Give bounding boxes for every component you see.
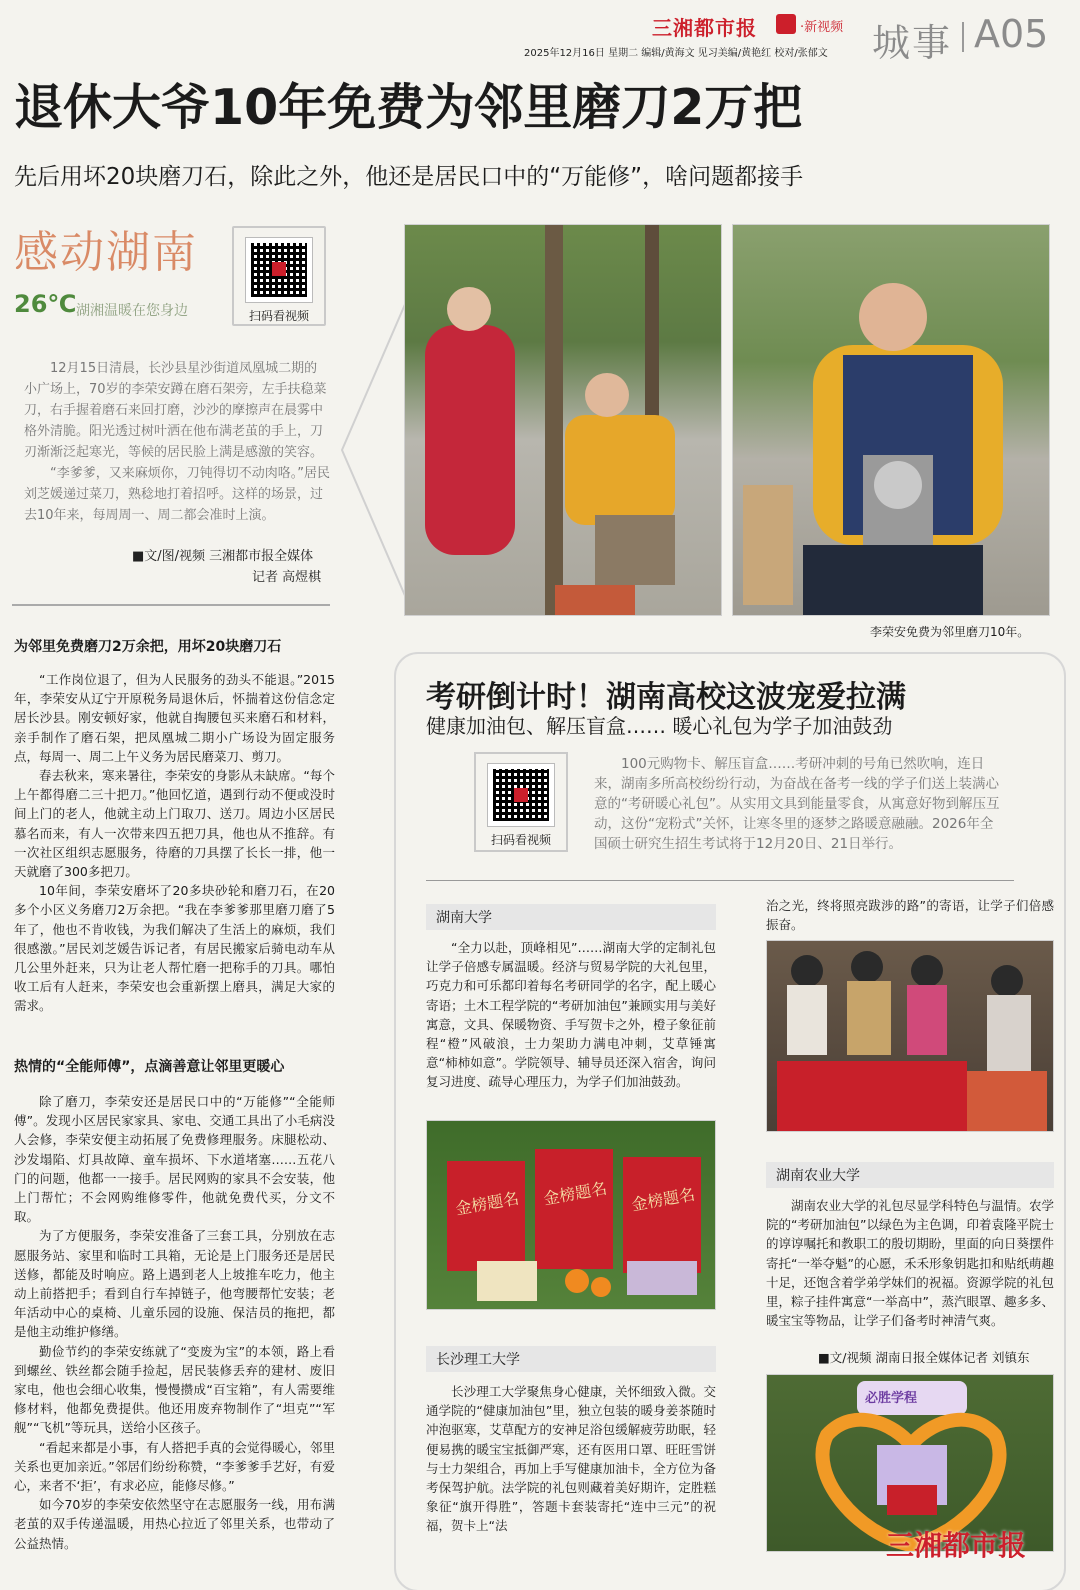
column-tagline: 湖湘温暖在您身边 [76, 303, 188, 319]
story2-rule [426, 880, 1014, 881]
column-logo: 感动湖南 [14, 227, 198, 278]
story2-headline: 考研倒计时！湖南高校这波宠爱拉满 [426, 680, 906, 715]
lead-rule [12, 604, 330, 606]
label-hunan-agricultural: 湖南农业大学 [766, 1162, 1054, 1188]
bag-text: 金榜题名 [454, 1188, 521, 1219]
article-body-1 [14, 670, 335, 1016]
body-paragraph: 为了方便服务，李荣安准备了三套工具，分别放在志愿服务站、家里和临时工具箱，无论是上门服务还是居民送修，都能及时响应。路上遇到老人上坡推车吃力，他主动上前搭把手；看到自行车掉链子，他弯腰帮忙安装；老年活动中心的桌椅、儿童乐园的设施、保洁员的拖把，都是他主动维护修缮。 [14, 1228, 335, 1340]
article-byline-reporter: 记者 高煜棋 [252, 570, 322, 585]
body-paragraph: 春去秋来，寒来暑往，李荣安的身影从未缺席。“每个上午都得磨二三十把刀。”他回忆道，遇到行动不便或没时间上门的老人，他就主动上门取刀、送刀。周边小区居民慕名而来，有人一次带来四五把刀具，他也从不推辞。有一次社区组织志愿服务，待磨的刀具摆了长长一排，他一天就磨了300多把刀。 [14, 768, 335, 880]
display-board-text: 必胜学程 [865, 1391, 918, 1406]
text-changsha-ust: 长沙理工大学聚焦身心健康，关怀细致入微。交通学院的“健康加油包”里，独立包装的暖身姜茶随时冲泡驱寒，艾草配方的安神足浴包缓解疲劳助眠，轻便易携的暖宝宝抵御严寒，还有医用口罩、旺旺雪饼与士力架组合，再加上手写健康加油卡，全方位为备考保驾护航。法学院的礼包则藏着美好期许，定胜糕象征“旗开得胜”，答题卡套装寄托“连中三元”的祝福，贺卡上“法 [426, 1384, 716, 1534]
qr-label: 扫码看视频 [248, 309, 309, 323]
lead-paragraph: “李爹爹，又来麻烦你，刀钝得切不动肉咯。”居民刘芝媛递过菜刀，熟稔地打着招呼。这样的场景，过去10年来，每周周一、周二都会准时上演。 [24, 466, 330, 523]
body-paragraph: “看起来都是小事，有人搭把手真的会觉得暖心，邻里关系也更加亲近。”邻居们纷纷称赞，“李爹爹手艺好，有爱心，来者不‘拒’，有求必应，能修尽修。” [14, 1439, 335, 1494]
qr-center-logo-icon [514, 788, 528, 802]
qr-center-logo-icon [272, 262, 286, 276]
story2-intro: 100元购物卡、解压盲盒……考研冲刺的号角已然吹响，连日来，湖南多所高校纷纷行动，为奋战在备考一线的学子们送上装满心意的“考研暖心礼包”。从实用文具到能量零食，从寓意好物到解压互动，这份“宠粉式”关怀，让寒冬里的逐梦之路暖意融融。2026年全国硕士研究生招生考试将于12月20日、21日举行。 [594, 756, 1000, 852]
qr-label-2: 扫码看视频 [490, 833, 551, 847]
footer-brand: 三湘都市报 [886, 1529, 1027, 1562]
brand-logo-icon [776, 14, 796, 34]
story2-deck: 健康加油包、解压盲盒…… 暖心礼包为学子加油鼓劲 [426, 714, 893, 738]
bag-text: 金榜题名 [630, 1184, 697, 1215]
text-hunan-university: “全力以赴，顶峰相见”……湖南大学的定制礼包让学子倍感专属温暖。经济与贸易学院的大礼包里，巧克力和可乐都印着每名考研同学的名字，配上暖心寄语；土木工程学院的“考研加油包”兼顾实用与美好寓意，文具、保暖物资、手写贺卡之外，橙子象征前程“橙”风破浪，士力架助力满电冲刺，艾草锤寓意“柿柿如意”。学院领导、辅导员还深入宿舍，询问复习进度、疏导心理压力，为学子们加油鼓劲。 [426, 940, 716, 1090]
label-hunan-university: 湖南大学 [426, 904, 716, 930]
article-byline: ■文/图/视频 三湘都市报全媒体 [132, 549, 314, 564]
photo-students-gifts [766, 940, 1054, 1132]
main-deck: 先后用坏20块磨刀石，除此之外，他还是居民口中的“万能修”，啥问题都接手 [14, 164, 804, 190]
photo-sharpening-wide [404, 224, 722, 616]
photo-sharpening-closeup [732, 224, 1050, 616]
pointer-arrow [338, 300, 408, 600]
article-lead [24, 358, 330, 526]
text-hunan-agricultural: 湖南农业大学的礼包尽显学科特色与温情。农学院的“考研加油包”以绿色为主色调，印着袁隆平院士的谆谆嘱托和教职工的殷切期盼，里面的向日葵摆件寄托“一举夺魁”的心愿，禾禾形象钥匙扣和贴纸萌趣十足，还饱含着学弟学妹们的祝福。资源学院的礼包里，粽子挂件寓意“一举高中”，蒸汽眼罩、趣多多、暖宝宝等物品，让学子们备考时神清气爽。 [766, 1198, 1054, 1329]
header-divider [962, 22, 964, 52]
story2-byline: ■文/视频 湖南日报全媒体记者 刘镇东 [818, 1350, 1030, 1365]
newspaper-brand: 三湘都市报 [652, 16, 757, 40]
body-paragraph: 除了磨刀，李荣安还是居民口中的“万能修”“全能师傅”。发现小区居民家家具、家电、交通工具出了小毛病没人会修，李荣安便主动拓展了免费修理服务。床腿松动、沙发塌陷、灯具故障、童车损坏、下水道堵塞……五花八门的问题，他都一一接手。居民网购的家具不会安装，他上门帮忙；不会网购维修零件，他就免费代买，分文不取。 [14, 1094, 335, 1225]
issue-meta: 2025年12月16日 星期二 编辑/黄海文 见习美编/黄艳红 校对/张郁文 [524, 48, 828, 59]
article-body-2 [14, 1092, 335, 1553]
subhead-1: 为邻里免费磨刀2万余把，用坏20块磨刀石 [14, 639, 282, 655]
column-degree: 26℃ [14, 290, 77, 318]
lead-paragraph: 12月15日清晨，长沙县星沙街道凤凰城二期的小广场上，70岁的李荣安蹲在磨石架旁，左手扶稳菜刀，右手握着磨石来回打磨，沙沙的摩擦声在晨雾中格外清脆。阳光透过树叶洒在他布满老茧的手上，刀刃渐渐泛起寒光，等候的居民脸上满是感激的笑容。 [24, 361, 327, 460]
body-paragraph: 勤俭节约的李荣安练就了“变废为宝”的本领，路上看到螺丝、铁丝都会随手捡起，居民装修丢弃的建材、废旧家电，他也会细心收集，慢慢攒成“百宝箱”，有人需要维修材料，他都免费提供。他还用废弃物制作了“坦克”“军舰”“飞机”等玩具，送给小区孩子。 [14, 1343, 335, 1436]
subhead-2: 热情的“全能师傅”，点滴善意让邻里更暖心 [14, 1059, 285, 1075]
photo-caption: 李荣安免费为邻里磨刀10年。 [870, 625, 1030, 639]
body-paragraph: 10年间，李荣安磨坏了20多块砂轮和磨刀石，在20多个小区义务磨刀2万余把。“我在李爹爹那里磨刀磨了5年了，他也不肯收钱，为我们解决了生活上的麻烦，我们很感激。”居民刘芝媛告诉记者，有居民搬家后骑电动车从几公里外赶来，只为让老人帮忙磨一把称手的刀具。哪怕收工后有人赶来，李荣安也会重新摆上磨具，满足大家的需求。 [14, 883, 335, 1014]
body-paragraph: “工作岗位退了，但为人民服务的劲头不能退。”2015年，李荣安从辽宁开原税务局退休后，怀揣着这份信念定居长沙县。刚安顿好家，他就自掏腰包买来磨石和材料，亲手制作了磨石架，把凤凰城二期小广场设为固定服务点，每周一、周二上午义务为居民磨菜刀、剪刀。 [14, 672, 335, 764]
text-hunan-university-cont: 治之光，终将照亮跋涉的路”的寄语，让学子们倍感振奋。 [766, 898, 1054, 933]
page-number: A05 [974, 12, 1049, 56]
label-changsha-ust: 长沙理工大学 [426, 1346, 716, 1372]
brand-sub: ·新视频 [800, 20, 844, 35]
bag-text: 金榜题名 [542, 1178, 609, 1209]
main-headline: 退休大爷10年免费为邻里磨刀2万把 [14, 79, 803, 136]
body-paragraph: 如今70岁的李荣安依然坚守在志愿服务一线，用布满老茧的双手传递温暖，用热心拉近了邻里关系，也带动了公益热情。 [14, 1497, 335, 1551]
photo-gift-bags [426, 1120, 716, 1310]
section-name: 城事 [872, 21, 953, 65]
